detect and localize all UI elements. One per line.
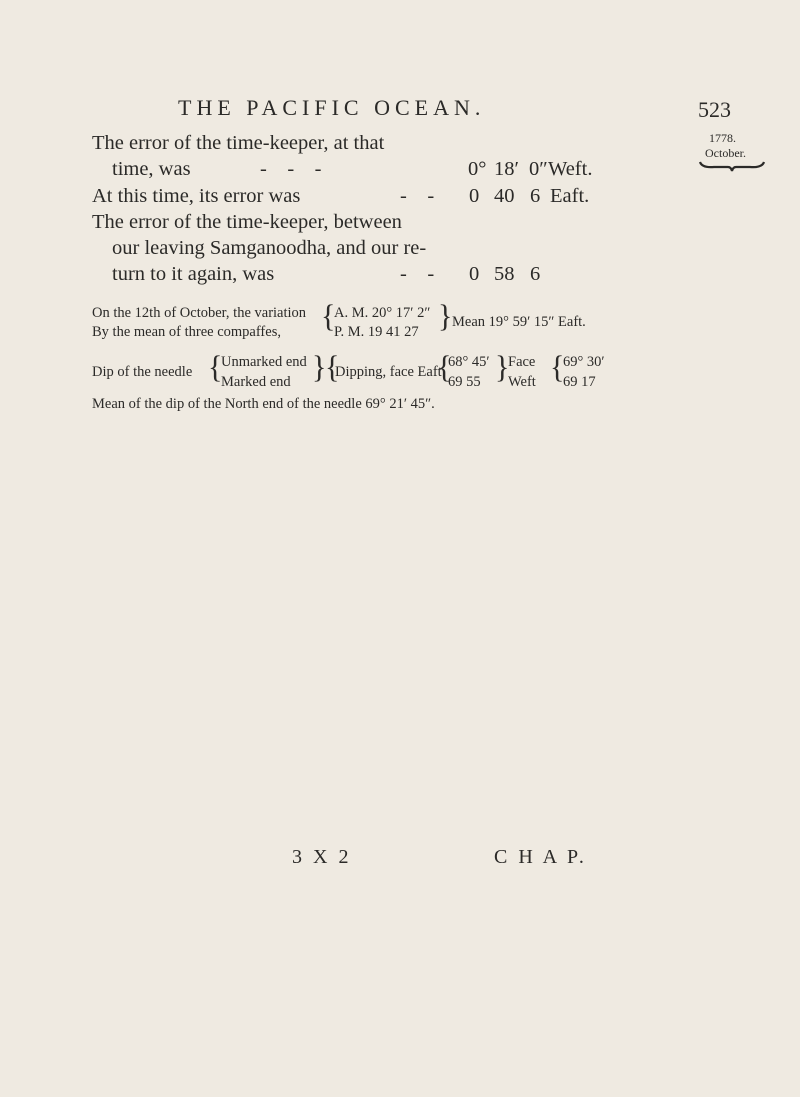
variation-left-brace: { <box>321 299 336 334</box>
row3-min: 58 <box>494 263 515 285</box>
row3-sec: 6 <box>530 263 541 285</box>
row3-deg: 0 <box>469 263 480 285</box>
dip-dipping: Dipping, face Eaft <box>335 364 442 380</box>
row1-min: 18′ <box>494 158 519 180</box>
row1-label-line2: time, was <box>112 158 191 180</box>
dip-face: Face <box>508 354 536 370</box>
row2-dashes: - - <box>400 185 435 207</box>
variation-mean: Mean 19° 59′ 15″ Eaft. <box>452 314 586 330</box>
row1-label-line1: The error of the time-keeper, at that <box>92 132 385 154</box>
page-number: 523 <box>698 97 731 122</box>
dip-result1: 69° 30′ <box>563 354 605 370</box>
variation-pm: P. M. 19 41 27 <box>334 324 419 340</box>
row1-dir: Weft. <box>548 158 593 180</box>
row3-label-line1: The error of the time-keeper, between <box>92 211 402 233</box>
row1-dashes: - - - <box>260 158 322 180</box>
variation-am: A. M. 20° 17′ 2″ <box>334 305 431 321</box>
dip-brace-2: } <box>312 350 327 385</box>
margin-year: 1778. <box>709 131 736 145</box>
dip-label: Dip of the needle <box>92 364 193 380</box>
dip-brace-5: } <box>495 350 510 385</box>
dip-mean-line: Mean of the dip of the North end of the needle 69° 21′ 45″. <box>92 396 435 412</box>
variation-line1: On the 12th of October, the variation <box>92 305 307 321</box>
row3-label-line3: turn to it again, was <box>112 263 275 285</box>
signature-mark: 3 X 2 <box>292 846 352 868</box>
catchword: C H A P. <box>494 846 587 868</box>
dip-result2: 69 17 <box>563 374 596 390</box>
variation-right-brace: } <box>438 299 453 334</box>
row2-sec: 6 <box>530 185 541 207</box>
row3-dashes: - - <box>400 263 435 285</box>
dip-weft: Weft <box>508 374 536 390</box>
row1-deg: 0° <box>468 158 487 180</box>
row2-dir: Eaft. <box>550 185 590 207</box>
running-head: THE PACIFIC OCEAN. <box>178 95 486 120</box>
variation-line2: By the mean of three compaffes, <box>92 324 281 340</box>
margin-month: October. <box>705 146 746 160</box>
margin-brace-icon <box>698 160 766 172</box>
dip-value2: 69 55 <box>448 374 481 390</box>
row2-deg: 0 <box>469 185 480 207</box>
dip-brace-1: { <box>208 350 223 385</box>
row2-label: At this time, its error was <box>92 185 301 207</box>
dip-brace-4: { <box>437 350 452 385</box>
dip-value1: 68° 45′ <box>448 354 490 370</box>
row3-label-line2: our leaving Samganoodha, and our re- <box>112 237 427 259</box>
dip-brace-6: { <box>550 350 565 385</box>
dip-end1: Unmarked end <box>221 354 307 370</box>
row1-sec: 0″ <box>529 158 548 180</box>
row2-min: 40 <box>494 185 515 207</box>
dip-brace-3: { <box>325 350 340 385</box>
dip-end2: Marked end <box>221 374 291 390</box>
